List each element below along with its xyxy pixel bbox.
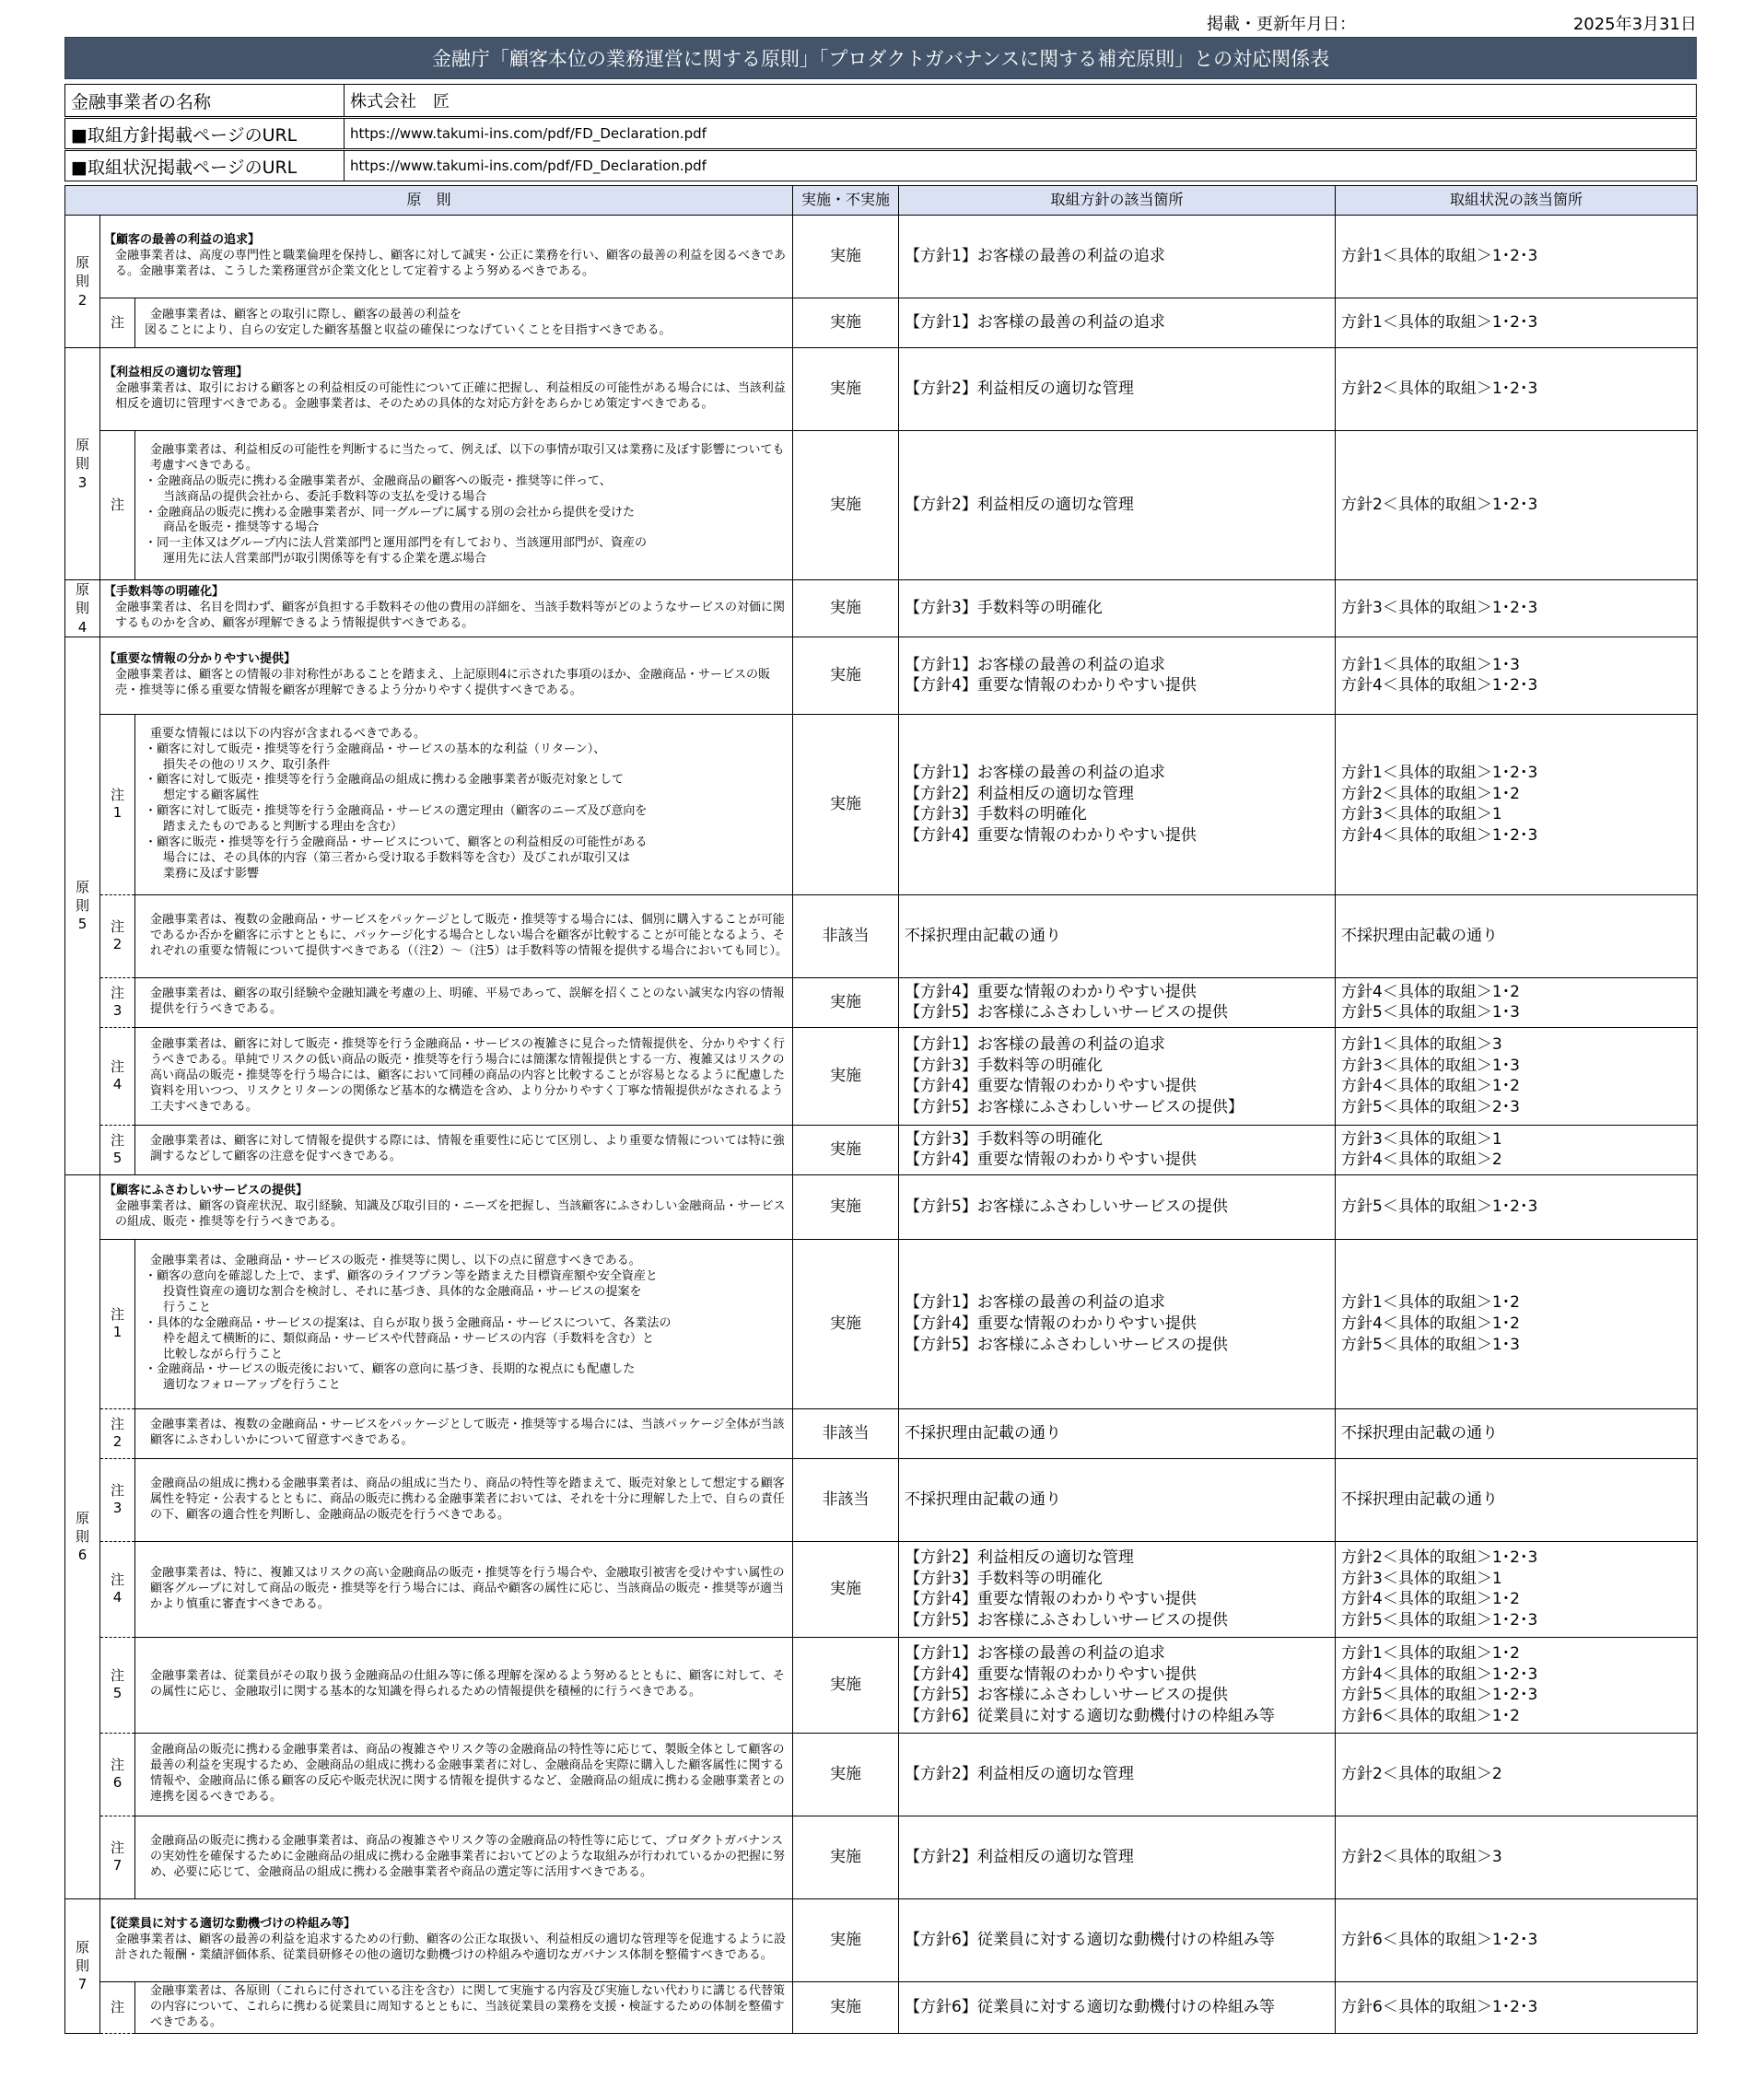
implementation-status: 実施 (793, 1174, 899, 1239)
implementation-status: 実施 (793, 348, 899, 431)
principle-group-char: 原 (75, 878, 89, 895)
status-reference-line: 方針3＜具体的取組＞1 (1341, 805, 1502, 824)
implementation-status: 実施 (793, 1027, 899, 1125)
principle-text-line: 金融商品の販売に携わる金融事業者は、商品の複雑さやリスク等の金融商品の特性等に応じて、プロダクトガバナンスの実効性を確保するために金融商品の組成に携わる金融事業者においてどのような取組みが行われているかの把握に努め、必要に応じて、金融商品の組成に携わる金融事業者や商品の選定等に活用すべきである。 (150, 1833, 786, 1879)
principle-text-line: 損失その他のリスク、取引条件 (163, 757, 331, 772)
principle-text (135, 714, 793, 894)
implementation-status: 非該当 (793, 1408, 899, 1458)
principle-group-char: 原 (75, 1938, 89, 1956)
status-reference (1336, 894, 1698, 977)
status-reference (1336, 1981, 1698, 2033)
policy-reference-line: 【方針6】従業員に対する適切な動機付けの枠組み等 (905, 1706, 1275, 1725)
status-url-label: ■取組状況掲載ページのURL (65, 151, 345, 181)
principle-text-line: 金融事業者は、利益相反の可能性を判断するに当たって、例えば、以下の事情が取引又は業務に及ぼす影響についても考慮すべきである。 (150, 442, 785, 473)
note-label: 注 3 (100, 1458, 135, 1541)
status-reference (1336, 580, 1698, 637)
implementation-status: 実施 (793, 1816, 899, 1898)
status-reference-line: 方針5＜具体的取組＞1･3 (1341, 1003, 1520, 1022)
principle-text-line: 金融事業者は、名目を問わず、顧客が負担する手数料その他の費用の詳細を、当該手数料等がどのようなサービスの対価に関するものかを含め、顧客が理解できるよう情報提供すべきである。 (115, 600, 785, 630)
status-reference (1336, 216, 1698, 298)
status-reference (1336, 1027, 1698, 1125)
note-label: 注 1 (100, 1239, 135, 1408)
implementation-status: 実施 (793, 580, 899, 637)
header-state: 取組状況の該当箇所 (1336, 186, 1698, 216)
table-row (65, 1458, 1698, 1541)
policy-reference-line: 【方針5】お客様にふさわしいサービスの提供 (905, 1686, 1228, 1705)
policy-reference (899, 1981, 1336, 2033)
status-reference-line: 方針4＜具体的取組＞1･2 (1341, 1590, 1520, 1609)
note-label: 注 (100, 1981, 135, 2033)
implementation-status: 実施 (793, 1981, 899, 2033)
policy-reference-line: 【方針4】重要な情報のわかりやすい提供 (905, 1077, 1197, 1096)
policy-reference-line: 【方針3】手数料等の明確化 (905, 1569, 1103, 1588)
principle-text-line: ・具体的な金融商品・サービスの提案は、自らが取り扱う金融商品・サービスについて、各業法の (145, 1315, 672, 1330)
principle-text (135, 1816, 793, 1898)
policy-reference-line: 【方針4】重要な情報のわかりやすい提供 (905, 1150, 1197, 1170)
table-body (65, 216, 1698, 2034)
principle-text-line: 金融事業者は、複数の金融商品・サービスをパッケージとして販売・推奨等する場合には、個別に購入することが可能であるか否かを顧客に示すとともに、パッケージ化する場合としない場合を顧客が比較することが可能となるよう、それぞれの重要な情報について提供すべきである（（注2）～（注5）は手数料等の情報を提供する場合においても同じ）。 (150, 912, 789, 958)
table-row (65, 1239, 1698, 1408)
principle-heading: 【従業員に対する適切な動機づけの枠組み等】 (104, 1916, 356, 1931)
note-label: 注 (100, 298, 135, 348)
principle-text-line: 金融商品の組成に携わる金融事業者は、商品の組成に当たり、商品の特性等を踏まえて、販売対象として想定する顧客属性を特定・公表するとともに、商品の販売に携わる金融事業者においては、それを十分に理解した上で、自らの責任の下、顧客の適合性を判断し、金融商品の販売を行うべきである。 (150, 1476, 785, 1522)
table-row (65, 431, 1698, 580)
principle-group-char: 5 (77, 916, 88, 933)
principle-text-line: ・金融商品・サービスの販売後において、顧客の意向に基づき、長期的な視点にも配慮した (145, 1362, 636, 1377)
policy-reference (899, 1174, 1336, 1239)
principle-text-line: 金融事業者は、顧客との取引に際し、顧客の最善の利益を (150, 307, 462, 321)
principle-text-line: 金融事業者は、高度の専門性と職業倫理を保持し、顧客に対して誠実・公正に業務を行い、顧客の最善の利益を図るべきである。金融事業者は、こうした業務運営が企業文化として定着するよう努めるべきである。 (115, 249, 787, 278)
status-reference-line: 方針2＜具体的取組＞2 (1341, 1764, 1502, 1783)
status-reference-line: 方針2＜具体的取組＞1･2･3 (1341, 380, 1538, 399)
principle-group-char: 4 (77, 618, 88, 636)
note-label: 注 (100, 431, 135, 580)
policy-reference-line: 【方針6】従業員に対する適切な動機付けの枠組み等 (905, 1930, 1275, 1949)
principle-text-line: 金融事業者は、顧客に対して販売・推奨等を行う金融商品・サービスの複雑さに見合った情報提供を、分かりやすく行うべきである。単純でリスクの低い商品の販売・推奨等を行う場合には簡潔な情報提供とする一方、複雑又はリスクの高い商品の販売・推奨等を行う場合には、顧客において同種の商品の内容と比較することが容易となるように配慮した資料を用いつつ、リスクとリターンの関係など基本的な構造を含め、より分かりやすく丁寧な情報提供がなされるよう工夫すべきである。 (150, 1037, 786, 1114)
policy-reference-line: 【方針4】重要な情報のわかりやすい提供 (905, 825, 1197, 845)
principle-text-line: 金融事業者は、顧客の資産状況、取引経験、知識及び取引目的・ニーズを把握し、当該顧客にふさわしい金融商品・サービスの組成、販売・推奨等を行うべきである。 (115, 1198, 786, 1229)
table-row (65, 1541, 1698, 1637)
status-url-info (64, 150, 1697, 181)
table-row (65, 1408, 1698, 1458)
status-reference (1336, 1125, 1698, 1174)
policy-reference-line: 【方針5】お客様にふさわしいサービスの提供 (905, 1335, 1228, 1354)
principle-text-line: 行うこと (163, 1300, 212, 1314)
implementation-status: 実施 (793, 977, 899, 1027)
principle-group-char: 原 (75, 437, 89, 454)
principle-group-label (65, 1898, 100, 2033)
note-label: 注 7 (100, 1816, 135, 1898)
table-row (65, 637, 1698, 714)
policy-reference-line: 【方針5】お客様にふさわしいサービスの提供 (905, 1003, 1228, 1022)
policy-reference (899, 1733, 1336, 1816)
company-info (64, 84, 1697, 117)
status-reference (1336, 714, 1698, 894)
status-reference-line: 方針1＜具体的取組＞1･2･3 (1341, 764, 1538, 783)
policy-reference-line: 【方針2】利益相反の適切な管理 (905, 380, 1134, 399)
implementation-status: 実施 (793, 1898, 899, 1981)
policy-reference (899, 1027, 1336, 1125)
policy-reference-line: 【方針4】重要な情報のわかりやすい提供 (905, 982, 1197, 1001)
status-reference (1336, 1458, 1698, 1541)
status-reference-line: 方針1＜具体的取組＞1･2 (1341, 1644, 1520, 1664)
principle-group-char: 原 (75, 254, 89, 272)
principle-text (100, 580, 793, 637)
status-reference-line: 方針4＜具体的取組＞1･2 (1341, 1077, 1520, 1096)
principle-text-line: 想定する顧客属性 (163, 788, 260, 803)
policy-reference (899, 1408, 1336, 1458)
principle-text-line: 金融事業者は、顧客に対して情報を提供する際には、情報を重要性に応じて区別し、より重要な情報については特に強調するなどして顧客の注意を促すべきである。 (150, 1134, 785, 1164)
status-reference-line: 方針6＜具体的取組＞1･2 (1341, 1706, 1520, 1725)
table-row (65, 1816, 1698, 1898)
note-label: 注 4 (100, 1541, 135, 1637)
status-reference (1336, 1733, 1698, 1816)
table-row (65, 714, 1698, 894)
status-reference-line: 方針5＜具体的取組＞1･3 (1341, 1335, 1520, 1354)
status-reference-line: 不採択理由記載の通り (1341, 1423, 1499, 1442)
principle-text-line: 場合には、その具体的内容（第三者から受け取る手数料等を含む）及びこれが取引又は (163, 850, 631, 865)
status-reference (1336, 1816, 1698, 1898)
status-reference (1336, 637, 1698, 714)
policy-reference-line: 不採択理由記載の通り (905, 1423, 1062, 1442)
principle-group-char: 則 (75, 1528, 89, 1546)
implementation-status: 実施 (793, 1541, 899, 1637)
policy-reference (899, 580, 1336, 637)
principle-text-line: 比較しながら行うこと (163, 1347, 284, 1361)
policy-reference (899, 637, 1336, 714)
policy-reference-line: 【方針3】手数料等の明確化 (905, 1129, 1103, 1149)
policy-url-label: ■取組方針掲載ページのURL (65, 119, 345, 149)
status-reference (1336, 1637, 1698, 1733)
principle-group-char: 則 (75, 600, 89, 617)
implementation-status: 実施 (793, 637, 899, 714)
status-reference-line: 方針2＜具体的取組＞1･2 (1341, 784, 1520, 803)
status-reference-line: 不採択理由記載の通り (1341, 1489, 1499, 1509)
principle-group-char: 原 (75, 581, 89, 598)
principle-text (100, 1174, 793, 1239)
policy-reference-line: 【方針2】利益相反の適切な管理 (905, 1847, 1134, 1866)
principle-group-char: 則 (75, 897, 89, 915)
policy-reference (899, 1125, 1336, 1174)
principle-group-char: 原 (75, 1509, 89, 1526)
policy-reference-line: 【方針1】お客様の最善の利益の追求 (905, 655, 1165, 674)
status-reference (1336, 1174, 1698, 1239)
principle-group-char: 3 (77, 473, 88, 491)
principle-text-line: 当該商品の提供会社から、委託手数料等の支払を受ける場合 (163, 489, 487, 504)
principle-text-line: 金融事業者は、顧客の取引経験や金融知識を考慮の上、明確、平易であって、誤解を招くことのない誠実な内容の情報提供を行うべきである。 (150, 987, 785, 1017)
note-label: 注 2 (100, 1408, 135, 1458)
status-reference-line: 方針3＜具体的取組＞1 (1341, 1129, 1502, 1149)
principle-heading: 【手数料等の明確化】 (104, 585, 225, 600)
implementation-status: 非該当 (793, 894, 899, 977)
policy-reference (899, 1458, 1336, 1541)
principle-group-label (65, 637, 100, 1174)
policy-reference (899, 1637, 1336, 1733)
policy-reference-line: 【方針3】手数料等の明確化 (905, 599, 1103, 618)
principle-text (135, 1239, 793, 1408)
status-reference-line: 方針4＜具体的取組＞1･2･3 (1341, 825, 1538, 845)
note-label: 注 4 (100, 1027, 135, 1125)
status-reference-line: 方針3＜具体的取組＞1･3 (1341, 1056, 1520, 1075)
principle-text-line: ・顧客の意向を確認した上で、まず、顧客のライフプラン等を踏まえた目標資産額や安全資産と (145, 1269, 658, 1284)
principle-text-line: 金融事業者は、金融商品・サービスの販売・推奨等に関し、以下の点に留意すべきである。 (150, 1254, 641, 1268)
status-reference (1336, 431, 1698, 580)
status-reference (1336, 977, 1698, 1027)
table-row (65, 216, 1698, 298)
implementation-status: 実施 (793, 216, 899, 298)
principle-text (135, 1637, 793, 1733)
policy-reference-line: 【方針3】手数料の明確化 (905, 805, 1087, 824)
principle-text-line: 業務に及ぼす影響 (163, 866, 260, 881)
policy-reference-line: 【方針3】手数料等の明確化 (905, 1056, 1103, 1075)
status-reference-line: 方針5＜具体的取組＞1･2･3 (1341, 1197, 1538, 1216)
status-reference (1336, 348, 1698, 431)
policy-reference-line: 【方針1】お客様の最善の利益の追求 (905, 764, 1165, 783)
note-label: 注 5 (100, 1637, 135, 1733)
principle-text (135, 298, 793, 348)
status-reference-line: 方針4＜具体的取組＞1･2 (1341, 1314, 1520, 1333)
principle-text (100, 637, 793, 714)
company-value: 株式会社 匠 (345, 85, 1697, 117)
principle-text-line: 適切なフォローアップを行うこと (163, 1378, 341, 1393)
status-reference (1336, 1239, 1698, 1408)
principle-text (135, 1027, 793, 1125)
status-reference-line: 不採択理由記載の通り (1341, 926, 1499, 945)
note-label: 注 3 (100, 977, 135, 1027)
principle-text-line: ・同一主体又はグループ内に法人営業部門と運用部門を有しており、当該運用部門が、資産の (145, 536, 647, 551)
principle-text (135, 894, 793, 977)
principle-text-line: 図ることにより、自らの安定した顧客基盤と収益の確保につなげていくことを目指すべきである。 (145, 322, 672, 337)
page-title: 金融庁「顧客本位の業務運営に関する原則」「プロダクトガバナンスに関する補充原則」との対応関係表 (64, 37, 1697, 79)
principle-text-line: 金融事業者は、取引における顧客との利益相反の可能性について正確に把握し、利益相反の可能性がある場合には、当該利益相反を適切に管理すべきである。金融事業者は、そのための具体的な対応方針をあらかじめ策定すべきである。 (115, 381, 786, 411)
implementation-status: 実施 (793, 1733, 899, 1816)
implementation-status: 実施 (793, 1637, 899, 1733)
table-row (65, 298, 1698, 348)
principle-text-line: ・顧客に販売・推奨等を行う金融商品・サービスについて、顧客との利益相反の可能性がある (145, 835, 648, 850)
status-reference-line: 方針1＜具体的取組＞1･2･3 (1341, 313, 1538, 333)
policy-reference (899, 714, 1336, 894)
principle-text-line: 金融事業者は、顧客の最善の利益を追求するための行動、顧客の公正な取扱い、利益相反の適切な管理等を促進するように設計された報酬・業績評価体系、従業員研修その他の適切な動機づけの枠組みや適切なガバナンス体制を整備すべきである。 (115, 1932, 787, 1962)
principle-text-line: 重要な情報には以下の内容が含まれるべきである。 (150, 726, 426, 741)
implementation-status: 実施 (793, 1239, 899, 1408)
policy-reference-line: 【方針2】利益相反の適切な管理 (905, 784, 1134, 803)
table-row (65, 894, 1698, 977)
status-reference-line: 方針1＜具体的取組＞1･2･3 (1341, 247, 1538, 266)
company-label: 金融事業者の名称 (65, 85, 345, 117)
principle-group-label (65, 216, 100, 348)
implementation-status: 実施 (793, 1125, 899, 1174)
principle-text-line: ・金融商品の販売に携わる金融事業者が、金融商品の顧客への販売・推奨等に伴って、 (145, 473, 612, 488)
implementation-status: 非該当 (793, 1458, 899, 1541)
implementation-status: 実施 (793, 298, 899, 348)
principle-text (135, 1541, 793, 1637)
policy-reference-line: 【方針5】お客様にふさわしいサービスの提供】 (905, 1097, 1244, 1116)
principle-text (100, 1898, 793, 1981)
policy-reference (899, 1816, 1336, 1898)
policy-reference-line: 【方針1】お客様の最善の利益の追求 (905, 1035, 1165, 1055)
note-label: 注 5 (100, 1125, 135, 1174)
policy-reference-line: 【方針1】お客様の最善の利益の追求 (905, 1293, 1165, 1313)
status-reference (1336, 298, 1698, 348)
principle-text-line: 商品を販売・推奨等する場合 (163, 520, 320, 535)
policy-reference (899, 216, 1336, 298)
principle-text-line: 金融事業者は、複数の金融商品・サービスをパッケージとして販売・推奨等する場合には、当該パッケージ全体が当該顧客にふさわしいかについて留意すべきである。 (150, 1418, 785, 1448)
implementation-status: 実施 (793, 431, 899, 580)
status-reference-line: 方針1＜具体的取組＞1･2 (1341, 1293, 1520, 1313)
principle-group-char: 7 (77, 1976, 88, 1993)
principle-text-line: 金融商品の販売に携わる金融事業者は、商品の複雑さやリスク等の金融商品の特性等に応じて、製販全体として顧客の最善の利益を実現するため、金融商品の組成に携わる金融事業者に対し、金融商品を実際に購入した顧客属性に関する情報や、金融商品に係る顧客の反応や販売状況に関する情報を提供するなど、金融商品の組成に携わる金融事業者との連携を図るべきである。 (150, 1743, 785, 1805)
principle-group-char: 則 (75, 273, 89, 290)
status-reference-line: 方針1＜具体的取組＞1･3 (1341, 655, 1520, 674)
status-reference-line: 方針4＜具体的取組＞1･2･3 (1341, 676, 1538, 695)
principle-text (135, 431, 793, 580)
policy-reference (899, 977, 1336, 1027)
principle-text (135, 1458, 793, 1541)
policy-reference (899, 348, 1336, 431)
principle-text-line: ・顧客に対して販売・推奨等を行う金融商品・サービスの選定理由（顧客のニーズ及び意向を (145, 804, 648, 819)
policy-reference-line: 【方針2】利益相反の適切な管理 (905, 1548, 1134, 1568)
status-reference-line: 方針5＜具体的取組＞1･2･3 (1341, 1686, 1538, 1705)
policy-reference-line: 【方針4】重要な情報のわかりやすい提供 (905, 1664, 1197, 1684)
table-row (65, 1981, 1698, 2033)
status-reference (1336, 1408, 1698, 1458)
policy-reference-line: 【方針1】お客様の最善の利益の追求 (905, 1644, 1165, 1664)
table-row (65, 1733, 1698, 1816)
date-label: 掲載・更新年月日： (1207, 15, 1356, 34)
implementation-status: 実施 (793, 714, 899, 894)
status-reference-line: 方針4＜具体的取組＞1･2 (1341, 982, 1520, 1001)
principle-heading: 【利益相反の適切な管理】 (104, 366, 249, 380)
note-label: 注 2 (100, 894, 135, 977)
principle-group-char: 則 (75, 1957, 89, 1975)
policy-url-info (64, 118, 1697, 149)
principle-text-line: 投資性資産の適切な割合を検討し、それに基づき、具体的な金融商品・サービスの提案を (163, 1285, 642, 1300)
policy-reference-line: 【方針4】重要な情報のわかりやすい提供 (905, 1590, 1197, 1609)
table-row (65, 348, 1698, 431)
policy-reference-line: 【方針1】お客様の最善の利益の追求 (905, 247, 1165, 266)
table-row (65, 1027, 1698, 1125)
status-reference (1336, 1898, 1698, 1981)
table-header (65, 186, 1698, 216)
table-row (65, 1898, 1698, 1981)
table-row (65, 580, 1698, 637)
policy-reference-line: 不採択理由記載の通り (905, 926, 1062, 945)
status-reference-line: 方針2＜具体的取組＞1･2･3 (1341, 1548, 1538, 1568)
principle-group-char: 2 (77, 291, 88, 309)
table-row (65, 977, 1698, 1027)
policy-reference-line: 【方針4】重要な情報のわかりやすい提供 (905, 676, 1197, 695)
status-reference-line: 方針4＜具体的取組＞1･2･3 (1341, 1664, 1538, 1684)
principle-text-line: 金融事業者は、特に、複雑又はリスクの高い金融商品の販売・推奨等を行う場合や、金融取引被害を受けやすい属性の顧客グループに対して商品の販売・推奨等を行う場合には、商品や顧客の属性に応じ、当該商品の販売・推奨等が適当かより慎重に審査すべきである。 (150, 1565, 785, 1611)
status-reference-line: 方針2＜具体的取組＞1･2･3 (1341, 496, 1538, 515)
policy-reference (899, 1898, 1336, 1981)
status-reference-line: 方針5＜具体的取組＞2･3 (1341, 1097, 1520, 1116)
policy-reference-line: 【方針6】従業員に対する適切な動機付けの枠組み等 (905, 1997, 1275, 2016)
principle-group-label (65, 1174, 100, 1898)
policy-reference (899, 431, 1336, 580)
note-label: 注 6 (100, 1733, 135, 1816)
principle-text (135, 1125, 793, 1174)
policy-reference-line: 【方針2】利益相反の適切な管理 (905, 496, 1134, 515)
policy-reference-line: 【方針5】お客様にふさわしいサービスの提供 (905, 1197, 1228, 1216)
principle-group-char: 6 (77, 1547, 88, 1564)
policy-reference (899, 298, 1336, 348)
principle-group-label (65, 580, 100, 637)
policy-reference-line: 【方針4】重要な情報のわかりやすい提供 (905, 1314, 1197, 1333)
status-reference-line: 方針3＜具体的取組＞1･2･3 (1341, 599, 1538, 618)
principle-text-line: ・金融商品の販売に携わる金融事業者が、同一グループに属する別の会社から提供を受けた (145, 505, 635, 520)
principle-text-line: 金融事業者は、従業員がその取り扱う金融商品の仕組み等に係る理解を深めるよう努めるとともに、顧客に対して、その属性に応じ、金融取引に関する基本的な知識を得られるための情報提供を積極的に行うべきである。 (150, 1669, 785, 1699)
note-label: 注 1 (100, 714, 135, 894)
header-policy: 取組方針の該当箇所 (899, 186, 1336, 216)
policy-reference (899, 1541, 1336, 1637)
policy-reference (899, 1239, 1336, 1408)
policy-reference-line: 不採択理由記載の通り (905, 1489, 1062, 1509)
correspondence-table (64, 185, 1698, 2034)
status-url-value[interactable]: https://www.takumi-ins.com/pdf/FD_Declaration.pdf (345, 151, 1697, 181)
principle-text-line: 踏まえたものであると判断する理由を含む） (163, 820, 403, 835)
principle-heading: 【重要な情報の分かりやすい提供】 (104, 651, 297, 666)
policy-url-value[interactable]: https://www.takumi-ins.com/pdf/FD_Declaration.pdf (345, 119, 1697, 149)
principle-text (135, 1408, 793, 1458)
date-value: 2025年3月31日 (1572, 15, 1697, 34)
policy-reference (899, 894, 1336, 977)
principle-text-line: 金融事業者は、各原則（これらに付されている注を含む）に関して実施する内容及び実施しない代わりに講じる代替策の内容について、これらに携わる従業員に周知するとともに、当該従業員の業務を支援・検証するための体制を整備すべきである。 (150, 1983, 786, 2029)
principle-text (100, 216, 793, 298)
policy-reference-line: 【方針1】お客様の最善の利益の追求 (905, 313, 1165, 333)
principle-group-label (65, 348, 100, 580)
status-reference-line: 方針5＜具体的取組＞1･2･3 (1341, 1610, 1538, 1629)
header-status: 実施・不実施 (793, 186, 899, 216)
principle-text (100, 348, 793, 431)
table-row (65, 1637, 1698, 1733)
date-row (64, 11, 1697, 35)
status-reference-line: 方針6＜具体的取組＞1･2･3 (1341, 1997, 1538, 2016)
status-reference-line: 方針4＜具体的取組＞2 (1341, 1150, 1502, 1170)
status-reference-line: 方針3＜具体的取組＞1 (1341, 1569, 1502, 1588)
principle-heading: 【顧客にふさわしいサービスの提供】 (104, 1183, 309, 1197)
policy-reference-line: 【方針5】お客様にふさわしいサービスの提供 (905, 1610, 1228, 1629)
table-row (65, 1174, 1698, 1239)
principle-text-line: ・顧客に対して販売・推奨等を行う金融商品・サービスの基本的な利益（リターン）、 (145, 742, 606, 756)
status-reference-line: 方針2＜具体的取組＞3 (1341, 1847, 1502, 1866)
principle-heading: 【顧客の最善の利益の追求】 (104, 233, 261, 248)
table-row (65, 1125, 1698, 1174)
principle-text (135, 1733, 793, 1816)
principle-text-line: 金融事業者は、顧客との情報の非対称性があることを踏まえ、上記原則4に示された事項のほか、金融商品・サービスの販売・推奨等に係る重要な情報を顧客が理解できるよう分かりやすく提供すべきである。 (115, 667, 771, 697)
status-reference-line: 方針1＜具体的取組＞3 (1341, 1035, 1502, 1055)
principle-text (135, 1981, 793, 2033)
policy-reference-line: 【方針2】利益相反の適切な管理 (905, 1764, 1134, 1783)
header-principle: 原 則 (65, 186, 793, 216)
principle-text-line: ・顧客に対して販売・推奨等を行う金融商品の組成に携わる金融事業者が販売対象として (145, 773, 625, 788)
principle-text-line: 運用先に法人営業部門が取引関係等を有する企業を選ぶ場合 (163, 552, 487, 566)
principle-group-char: 則 (75, 455, 89, 473)
status-reference-line: 方針6＜具体的取組＞1･2･3 (1341, 1930, 1538, 1949)
status-reference (1336, 1541, 1698, 1637)
principle-text (135, 977, 793, 1027)
principle-text-line: 枠を超えて横断的に、類似商品・サービスや代替商品・サービスの内容（手数料を含む）と (163, 1331, 655, 1346)
